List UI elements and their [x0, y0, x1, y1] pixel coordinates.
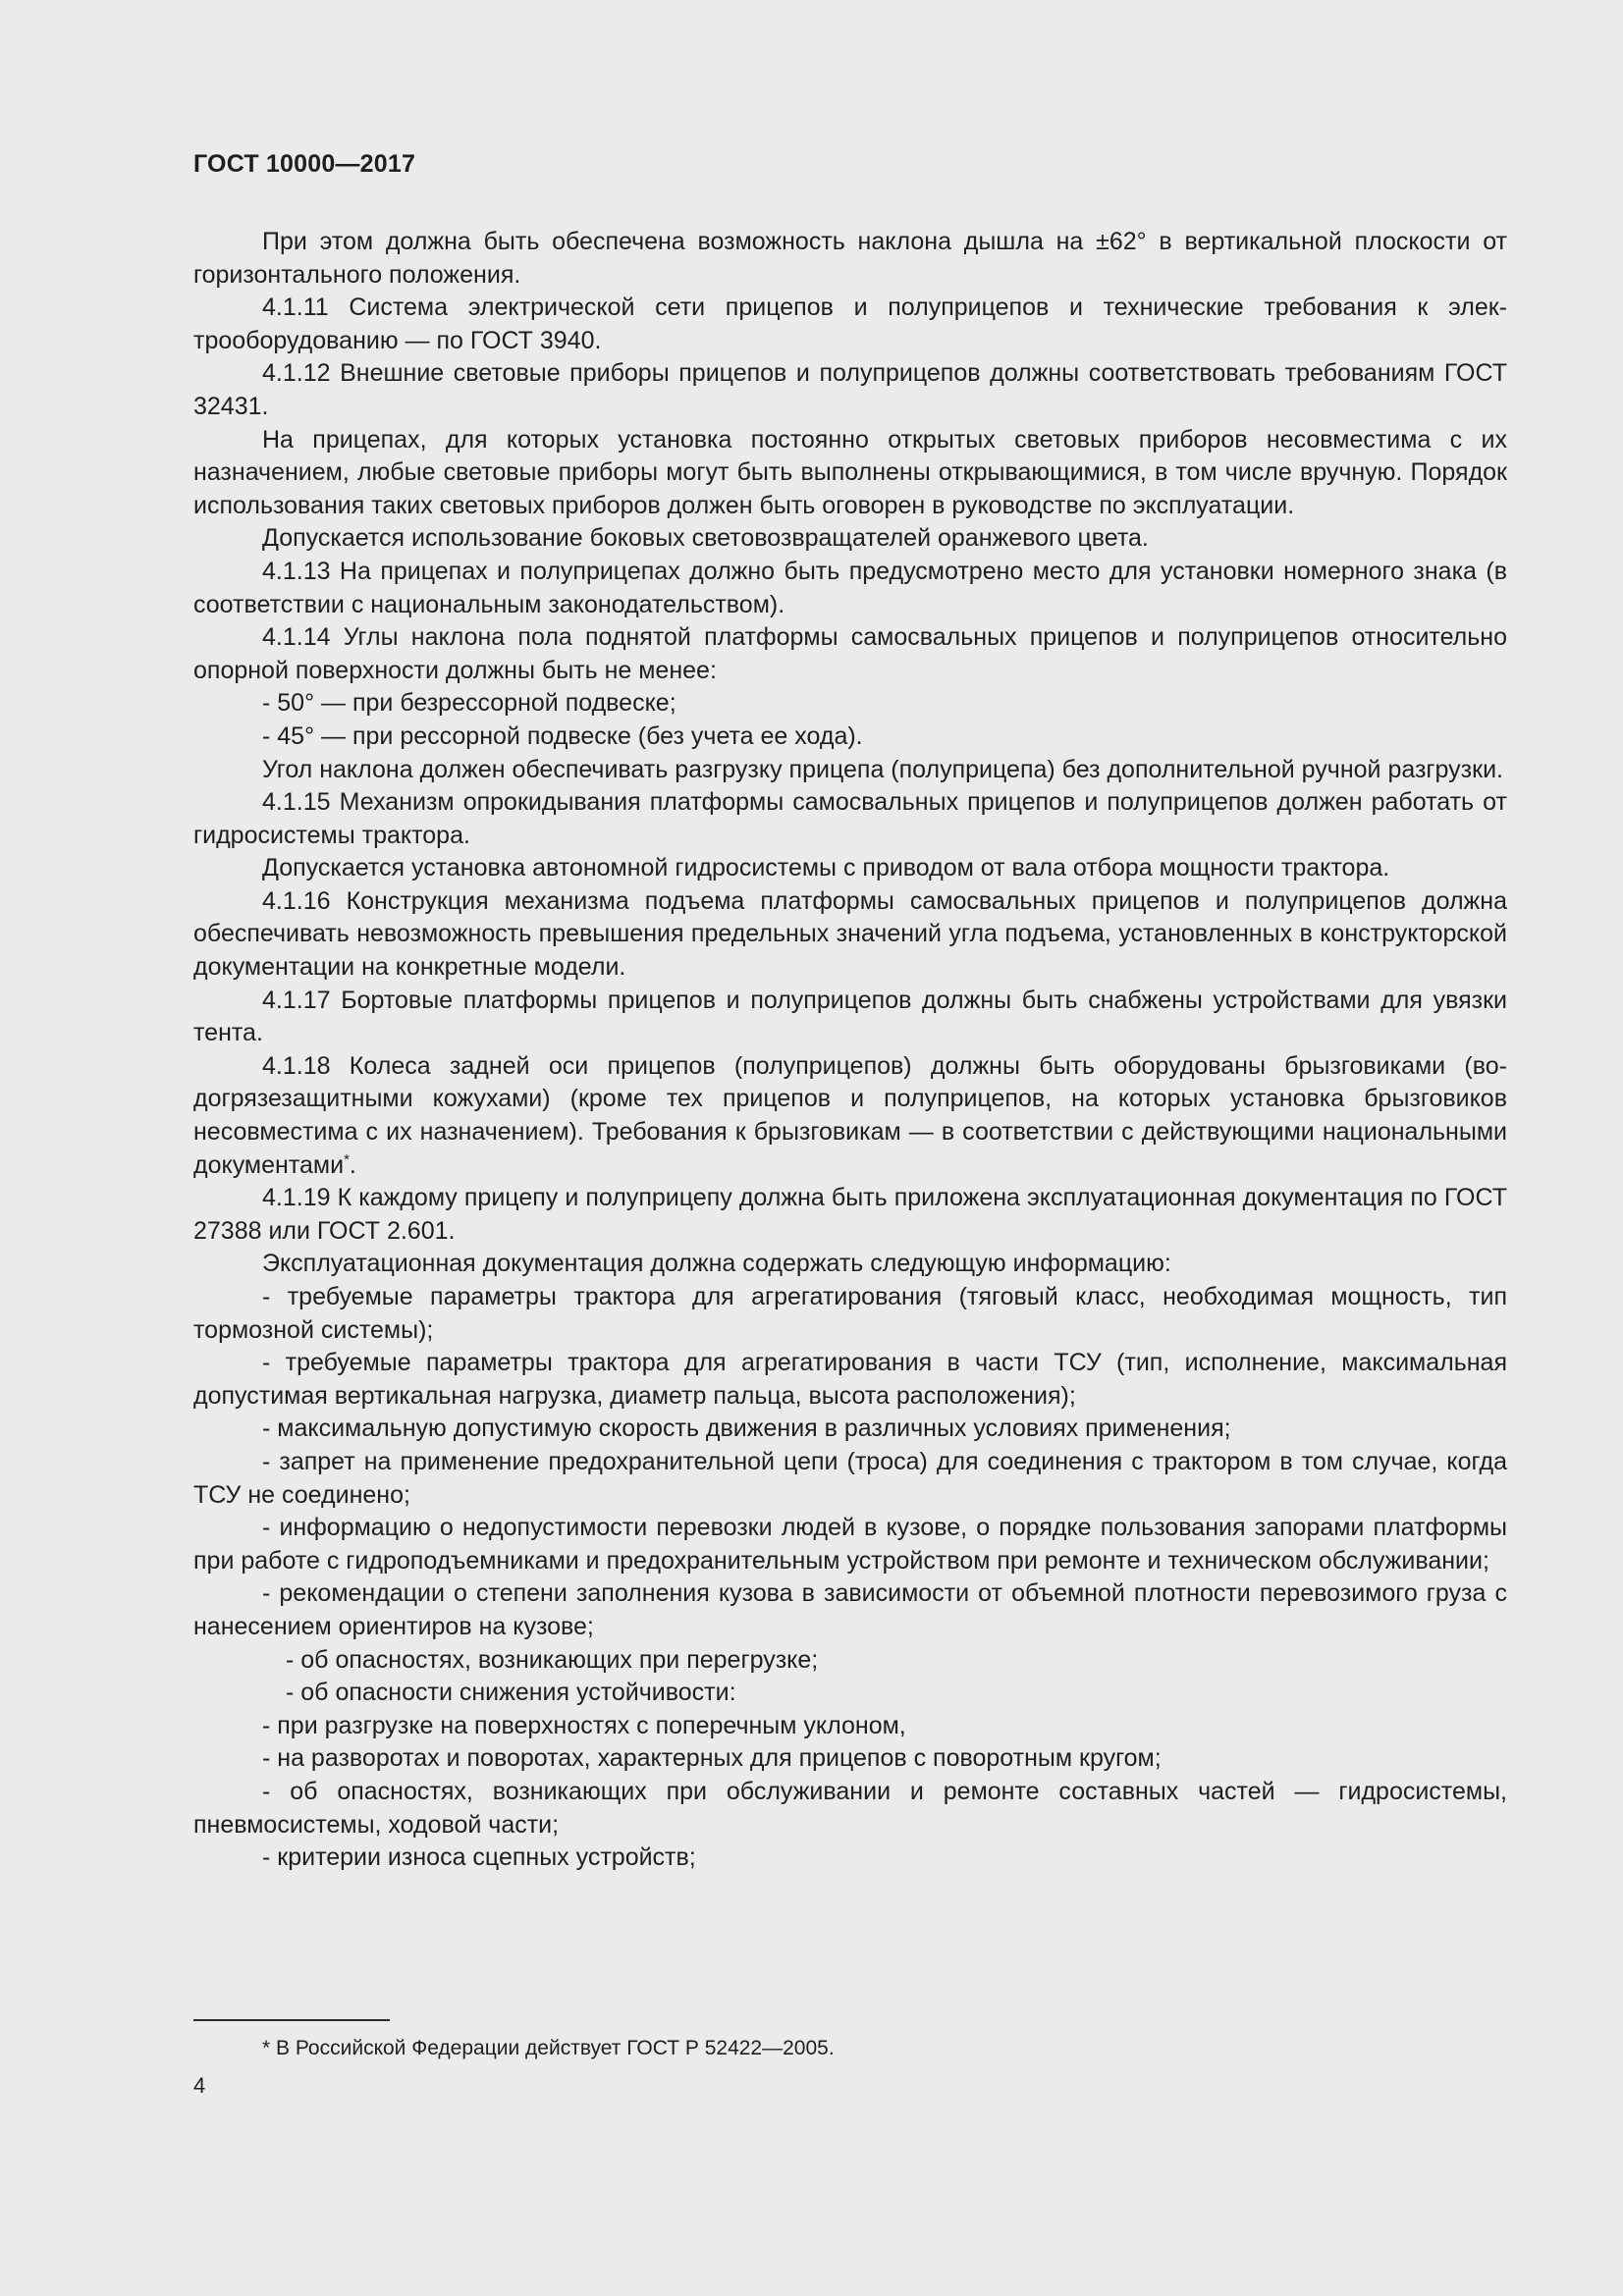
document-body [193, 226, 1507, 1875]
clause-4-1-18-end: . [349, 1150, 356, 1179]
clause-4-1-17: 4.1.17 Бортовые платформы прицепов и полуприцепов должны быть снабжены устройствами для увязки тента. [193, 986, 1507, 1047]
list-item: - требуемые параметры трактора для агрегатирования (тяговый класс, необходимая мощность, тип тормозной системы); [193, 1283, 1507, 1344]
list-item: - максимальную допустимую скорость движения в различных условиях применения; [262, 1415, 1231, 1443]
sub-list-item: - об опасности снижения устойчивости: [286, 1679, 736, 1707]
paragraph: На прицепах, для которых установка постоянно открытых световых приборов несовместима с их назначением, любые световые приборы могут быть выполнены открывающимися, в том числе вручную. Порядок использования таких световых приборов должен быть оговорен в руководстве по эксплуатации. [193, 425, 1507, 519]
list-item: - рекомендации о степени заполнения кузова в зависимости от объемной плотности перевозимого груза с нанесением ориентиров на кузове; [193, 1579, 1507, 1640]
paragraph: Допускается использование боковых световозвращателей оранжевого цвета. [262, 524, 1149, 553]
list-item: - информацию о недопустимости перевозки людей в кузове, о порядке пользования запорами платформы при работе с гидроподъемниками и предохранительным устройством при ремонте и техническом обслуживании; [193, 1514, 1507, 1575]
footnote: * В Российской Федерации действует ГОСТ Р 52422—2005. [262, 2037, 835, 2059]
clause-4-1-14: 4.1.14 Углы наклона пола поднятой платформы самосвальных прицепов и полуприцепов относительно опорной поверхности должны быть не менее: [193, 623, 1507, 684]
clause-4-1-13: 4.1.13 На прицепах и полуприцепах должно быть предусмотрено место для установки номерного знака (в соответствии с национальным законодательством). [193, 557, 1507, 618]
clause-4-1-15: 4.1.15 Механизм опрокидывания платформы самосвальных прицепов и полуприцепов должен работать от гидросистемы трактора. [193, 788, 1507, 849]
clause-4-1-11: 4.1.11 Система электрической сети прицепов и полуприцепов и технические требования к электрооборудованию — по ГОСТ 3940. [193, 294, 1507, 354]
clause-4-1-18-text: 4.1.18 Колеса задней оси прицепов (полуприцепов) должны быть оборудованы брызговиками (водогрязезащитными кожухами) (кроме тех прицепов и полуприцепов, на которых установка брызговиков несовместима с их назначением). Требования к брызговикам — в соответствии с действующими национальными документами [193, 1051, 1507, 1179]
list-item: - запрет на применение предохранительной цепи (троса) для соединения с трактором в том случае, когда ТСУ не соединено; [193, 1447, 1507, 1509]
clause-4-1-16: 4.1.16 Конструкция механизма подъема платформы самосвальных прицепов и полуприцепов должна обеспечивать невозможность превышения предельных значений угла подъема, установленных в конструкторской документации на конкретные модели. [193, 886, 1507, 982]
list-item: - об опасностях, возникающих при обслуживании и ремонте составных частей — гидросистемы, пневмосистемы, ходовой части; [193, 1777, 1507, 1839]
document-header: ГОСТ 10000—2017 [193, 150, 416, 178]
list-item: - требуемые параметры трактора для агрегатирования в части ТСУ (тип, исполнение, максимальная допустимая вертикальная нагрузка, диаметр пальца, высота расположения); [193, 1349, 1507, 1410]
list-item: - 50° — при безрессорной подвеске; [262, 689, 676, 718]
list-item: - при разгрузке на поверхностях с поперечным уклоном, [262, 1711, 906, 1739]
page-number: 4 [193, 2073, 206, 2098]
list-item: - критерии износа сцепных устройств; [262, 1843, 696, 1872]
paragraph: При этом должна быть обеспечена возможность наклона дышла на ±62° в вертикальной плоскости от горизонтального положения. [193, 228, 1507, 289]
paragraph: Допускается установка автономной гидросистемы с приводом от вала отбора мощности трактора. [262, 854, 1390, 882]
list-item: - на разворотах и поворотах, характерных для прицепов с поворотным кругом; [262, 1744, 1162, 1773]
clause-4-1-18 [193, 1050, 1507, 1182]
paragraph: Угол наклона должен обеспечивать разгрузку прицепа (полуприцепа) без дополнительной ручной разгрузки. [262, 755, 1503, 783]
clause-4-1-19: 4.1.19 К каждому прицепу и полуприцепу должна быть приложена эксплуатационная документация по ГОСТ 27388 или ГОСТ 2.601. [193, 1184, 1507, 1245]
list-item: - 45° — при рессорной подвеске (без учета ее хода). [262, 721, 863, 750]
footnote-divider [193, 2019, 390, 2021]
sub-list-item: - об опасностях, возникающих при перегрузке; [286, 1645, 819, 1674]
footnote-marker: * [344, 1150, 350, 1168]
clause-4-1-12: 4.1.12 Внешние световые приборы прицепов и полуприцепов должны соответствовать требованиям ГОСТ 32431. [193, 359, 1507, 420]
paragraph: Эксплуатационная документация должна содержать следующую информацию: [262, 1250, 1171, 1278]
